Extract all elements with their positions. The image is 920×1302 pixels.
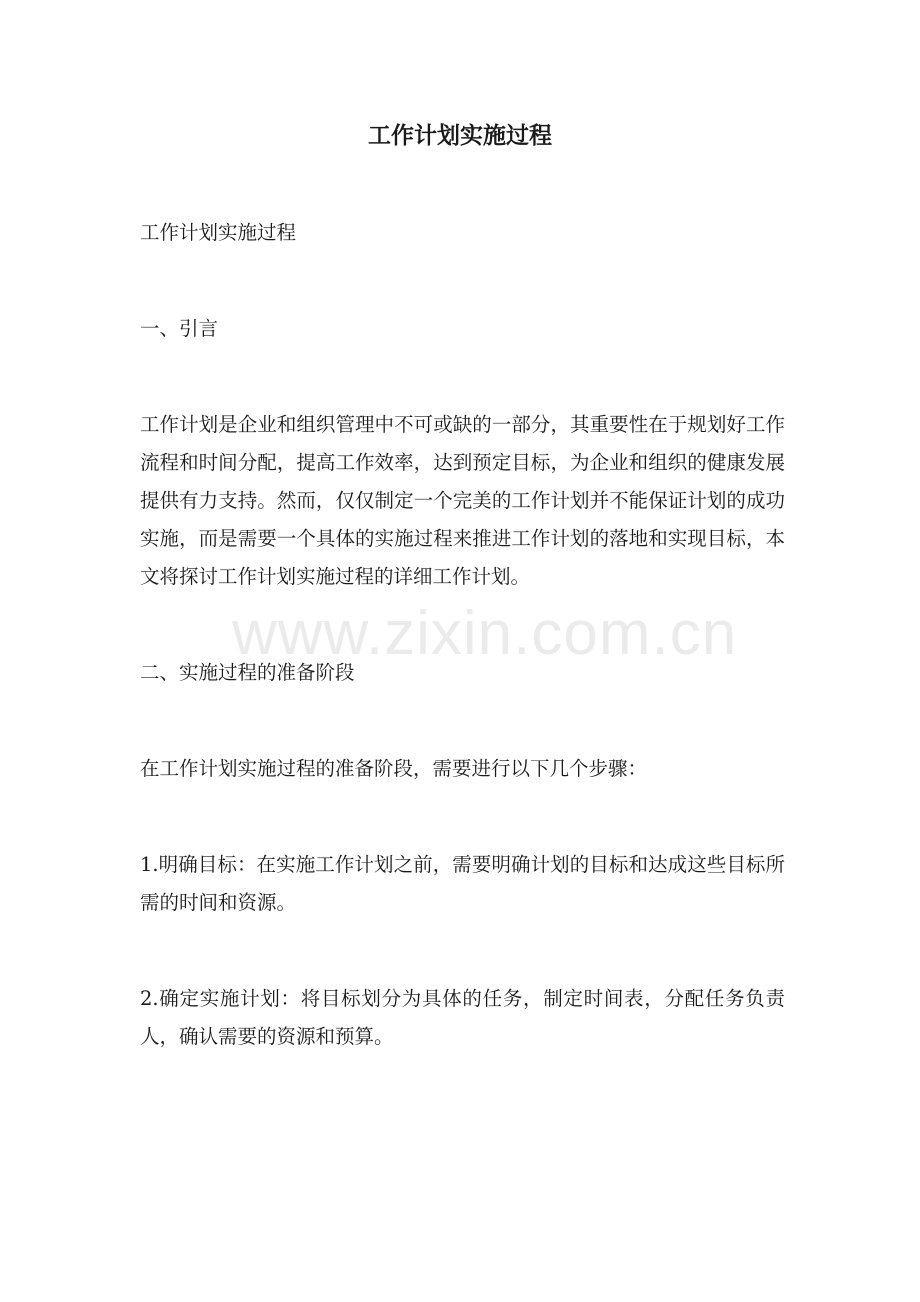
preparation-intro-paragraph: 在工作计划实施过程的准备阶段，需要进行以下几个步骤：	[140, 757, 648, 780]
document-body	[140, 214, 785, 1056]
section-heading-introduction: 一、引言	[140, 317, 219, 340]
section-heading-preparation: 二、实施过程的准备阶段	[140, 661, 355, 684]
watermark-text: www.zixin.com.cn	[232, 599, 738, 668]
subtitle-paragraph: 工作计划实施过程	[140, 221, 297, 244]
document-title: 工作计划实施过程	[368, 122, 552, 149]
step-2-paragraph: 2.确定实施计划：将目标划分为具体的任务，制定时间表，分配任务负责人，确认需要的资源和预算。	[140, 987, 785, 1048]
step-1-paragraph: 1.明确目标：在实施工作计划之前，需要明确计划的目标和达成这些目标所需的时间和资源。	[140, 853, 785, 914]
introduction-paragraph: 工作计划是企业和组织管理中不可或缺的一部分，其重要性在于规划好工作流程和时间分配，提高工作效率，达到预定目标，为企业和组织的健康发展提供有力支持。然而，仅仅制定一个完美的工作计划并不能保证计划的成功实施，而是需要一个具体的实施过程来推进工作计划的落地和实现目标，本文将探讨工作计划实施过程的详细工作计划。	[140, 413, 785, 588]
